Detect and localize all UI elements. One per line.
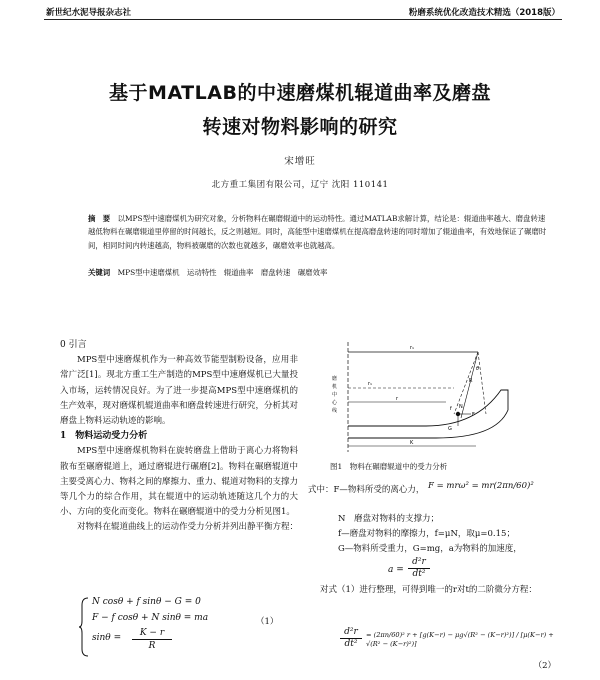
equation-2-intro: 对式（1）进行整理，可得到唯一的r对t的二阶微分方程：: [320, 585, 537, 595]
equation-1-fraction: [132, 627, 172, 652]
equation-2: [312, 623, 562, 671]
label-mill-center-4: 心: [332, 400, 338, 406]
paper-title-line-1: 基于MATLAB的中速磨煤机辊道曲率及磨盘: [109, 82, 491, 104]
equation-1-number: （1）: [256, 617, 279, 627]
abstract-text: 以MPS型中速磨煤机为研究对象，分析物料在碾磨辊道中的运动特性。通过MATLAB求解计算，结论是：辊道曲率越大、磨盘转速越低物料在碾磨辊道里停留的时间越长，反之则越短。同时，高能型中速磨煤机在提高磨盘转速的同时增加了辊道曲率，有效地保证了碾磨时间，相同时间内转速越高，物料被碾磨的次数也就越多，碾磨效率也就越高。: [88, 214, 547, 250]
keywords-text: MPS型中速磨煤机 运动特性 辊道曲率 磨盘转速 碾磨效率: [117, 268, 328, 277]
label-f: F: [472, 412, 475, 418]
equation-2-lhs-numerator: d²r: [340, 627, 362, 639]
label-mill-center-3: 中: [332, 392, 338, 398]
running-header-left: 新世纪水泥导报杂志社: [46, 8, 132, 18]
equation-2-number: （2）: [533, 661, 556, 671]
paragraph-force: MPS型中速磨煤机物料在旋转磨盘上借助于离心力将物料散布至碾磨辊道上，通过磨辊进行碾磨[2]。物料在碾磨辊道中主要受离心力、物料之间的摩擦力、重力、辊道对物料的支撑力等几个力的综合作用，其在辊道中的运动轨迹随这几个力的大小、方向的变化而变化。物料在碾磨辊道中的受力分析见图1。: [60, 446, 299, 518]
where-clause-line-3: f—磨盘对物料的摩擦力，f=μN，取μ=0.15；: [338, 529, 515, 539]
label-r1-top: r₁: [410, 345, 415, 351]
abstract-label: 摘 要: [88, 214, 111, 223]
paragraph-equation-intro: 对物料在辊道曲线上的运动作受力分析并列出静平衡方程：: [77, 522, 299, 533]
label-mill-center-5: 线: [332, 408, 338, 414]
acceleration-numerator: d²r: [408, 557, 430, 569]
left-column: [60, 338, 298, 536]
equation-2-rhs: = (2πn/60)² r + [g(K−r) − μg√(R² − (K−r)²)] / [μ(K−r) + √(R² − (K−r)²)]: [366, 631, 554, 648]
label-k: K: [410, 440, 414, 446]
equation-2-lhs-denominator: dt²: [344, 639, 358, 649]
equation-1-line-3-left: sinθ =: [92, 633, 122, 643]
equation-1-denominator: R: [148, 641, 156, 651]
equation-1-line-1: N cosθ + f sinθ − G = 0: [92, 597, 201, 607]
equation-2-lhs: [340, 627, 362, 650]
label-big-r: R: [469, 378, 473, 384]
author: 宋增旺: [284, 156, 316, 167]
acceleration-fraction: [408, 557, 430, 580]
acceleration-lhs: a =: [388, 565, 404, 575]
where-clause-prefix: 式中：F—物料所受的离心力，: [308, 485, 425, 495]
where-clause-line-4: G—物料所受重力，G=mg，a为物料的加速度，: [338, 544, 522, 554]
acceleration-denominator: dt²: [412, 569, 426, 579]
equation-1: [78, 595, 298, 659]
paragraph-intro: MPS型中速磨煤机作为一种高效节能型制粉设备，应用非常广泛[1]。现北方重工生产制造的MPS型中速磨煤机已大量投入市场，运转情况良好。为了进一步提高MPS型中速磨煤机的生产效率，现对磨煤机辊道曲率和磨盘转速进行研究，分析其对磨盘上物料运动轨迹的影响。: [60, 355, 299, 427]
label-theta: θ: [476, 366, 480, 372]
where-clause-line-2: N 磨盘对物料的支撑力；: [338, 514, 439, 524]
label-mill-center-1: 磨: [332, 376, 338, 382]
running-header-right: 粉磨系统优化改造技术精选（2018版）: [408, 8, 560, 18]
abstract: [88, 212, 548, 252]
label-r1: r₁: [368, 381, 373, 387]
radius-line-2: [478, 352, 486, 414]
keywords-label: 关键词: [88, 268, 111, 277]
affiliation: 北方重工集团有限公司，辽宁 沈阳 110141: [211, 180, 389, 190]
header-rule: [44, 19, 562, 20]
paper-title-line-2: 转速对物料影响的研究: [202, 116, 398, 138]
label-g: G: [448, 426, 452, 432]
equation-1-numerator: K − r: [132, 627, 172, 640]
keywords: [88, 267, 327, 278]
figure-1-caption: 图1 物料在碾磨辊道中的受力分析: [330, 462, 448, 471]
label-r: r: [396, 396, 399, 402]
label-small-f: f: [450, 406, 452, 412]
label-n: N: [459, 404, 463, 410]
label-mill-center-2: 机: [332, 384, 338, 390]
equation-brace-icon: [78, 597, 90, 657]
section-heading-intro: 0 引言: [60, 340, 87, 350]
equation-1-line-2: F − f cosθ + N sinθ = ma: [92, 613, 209, 623]
radius-line-r: [461, 352, 478, 418]
centrifugal-formula: F = mrω² = mr(2πn/60)²: [428, 481, 534, 491]
section-heading-force: 1 物料运动受力分析: [60, 431, 148, 442]
figure-1-diagram: [326, 330, 526, 455]
acceleration-formula: [308, 557, 558, 583]
right-column: [308, 483, 558, 598]
radius-line-1: [454, 352, 478, 414]
